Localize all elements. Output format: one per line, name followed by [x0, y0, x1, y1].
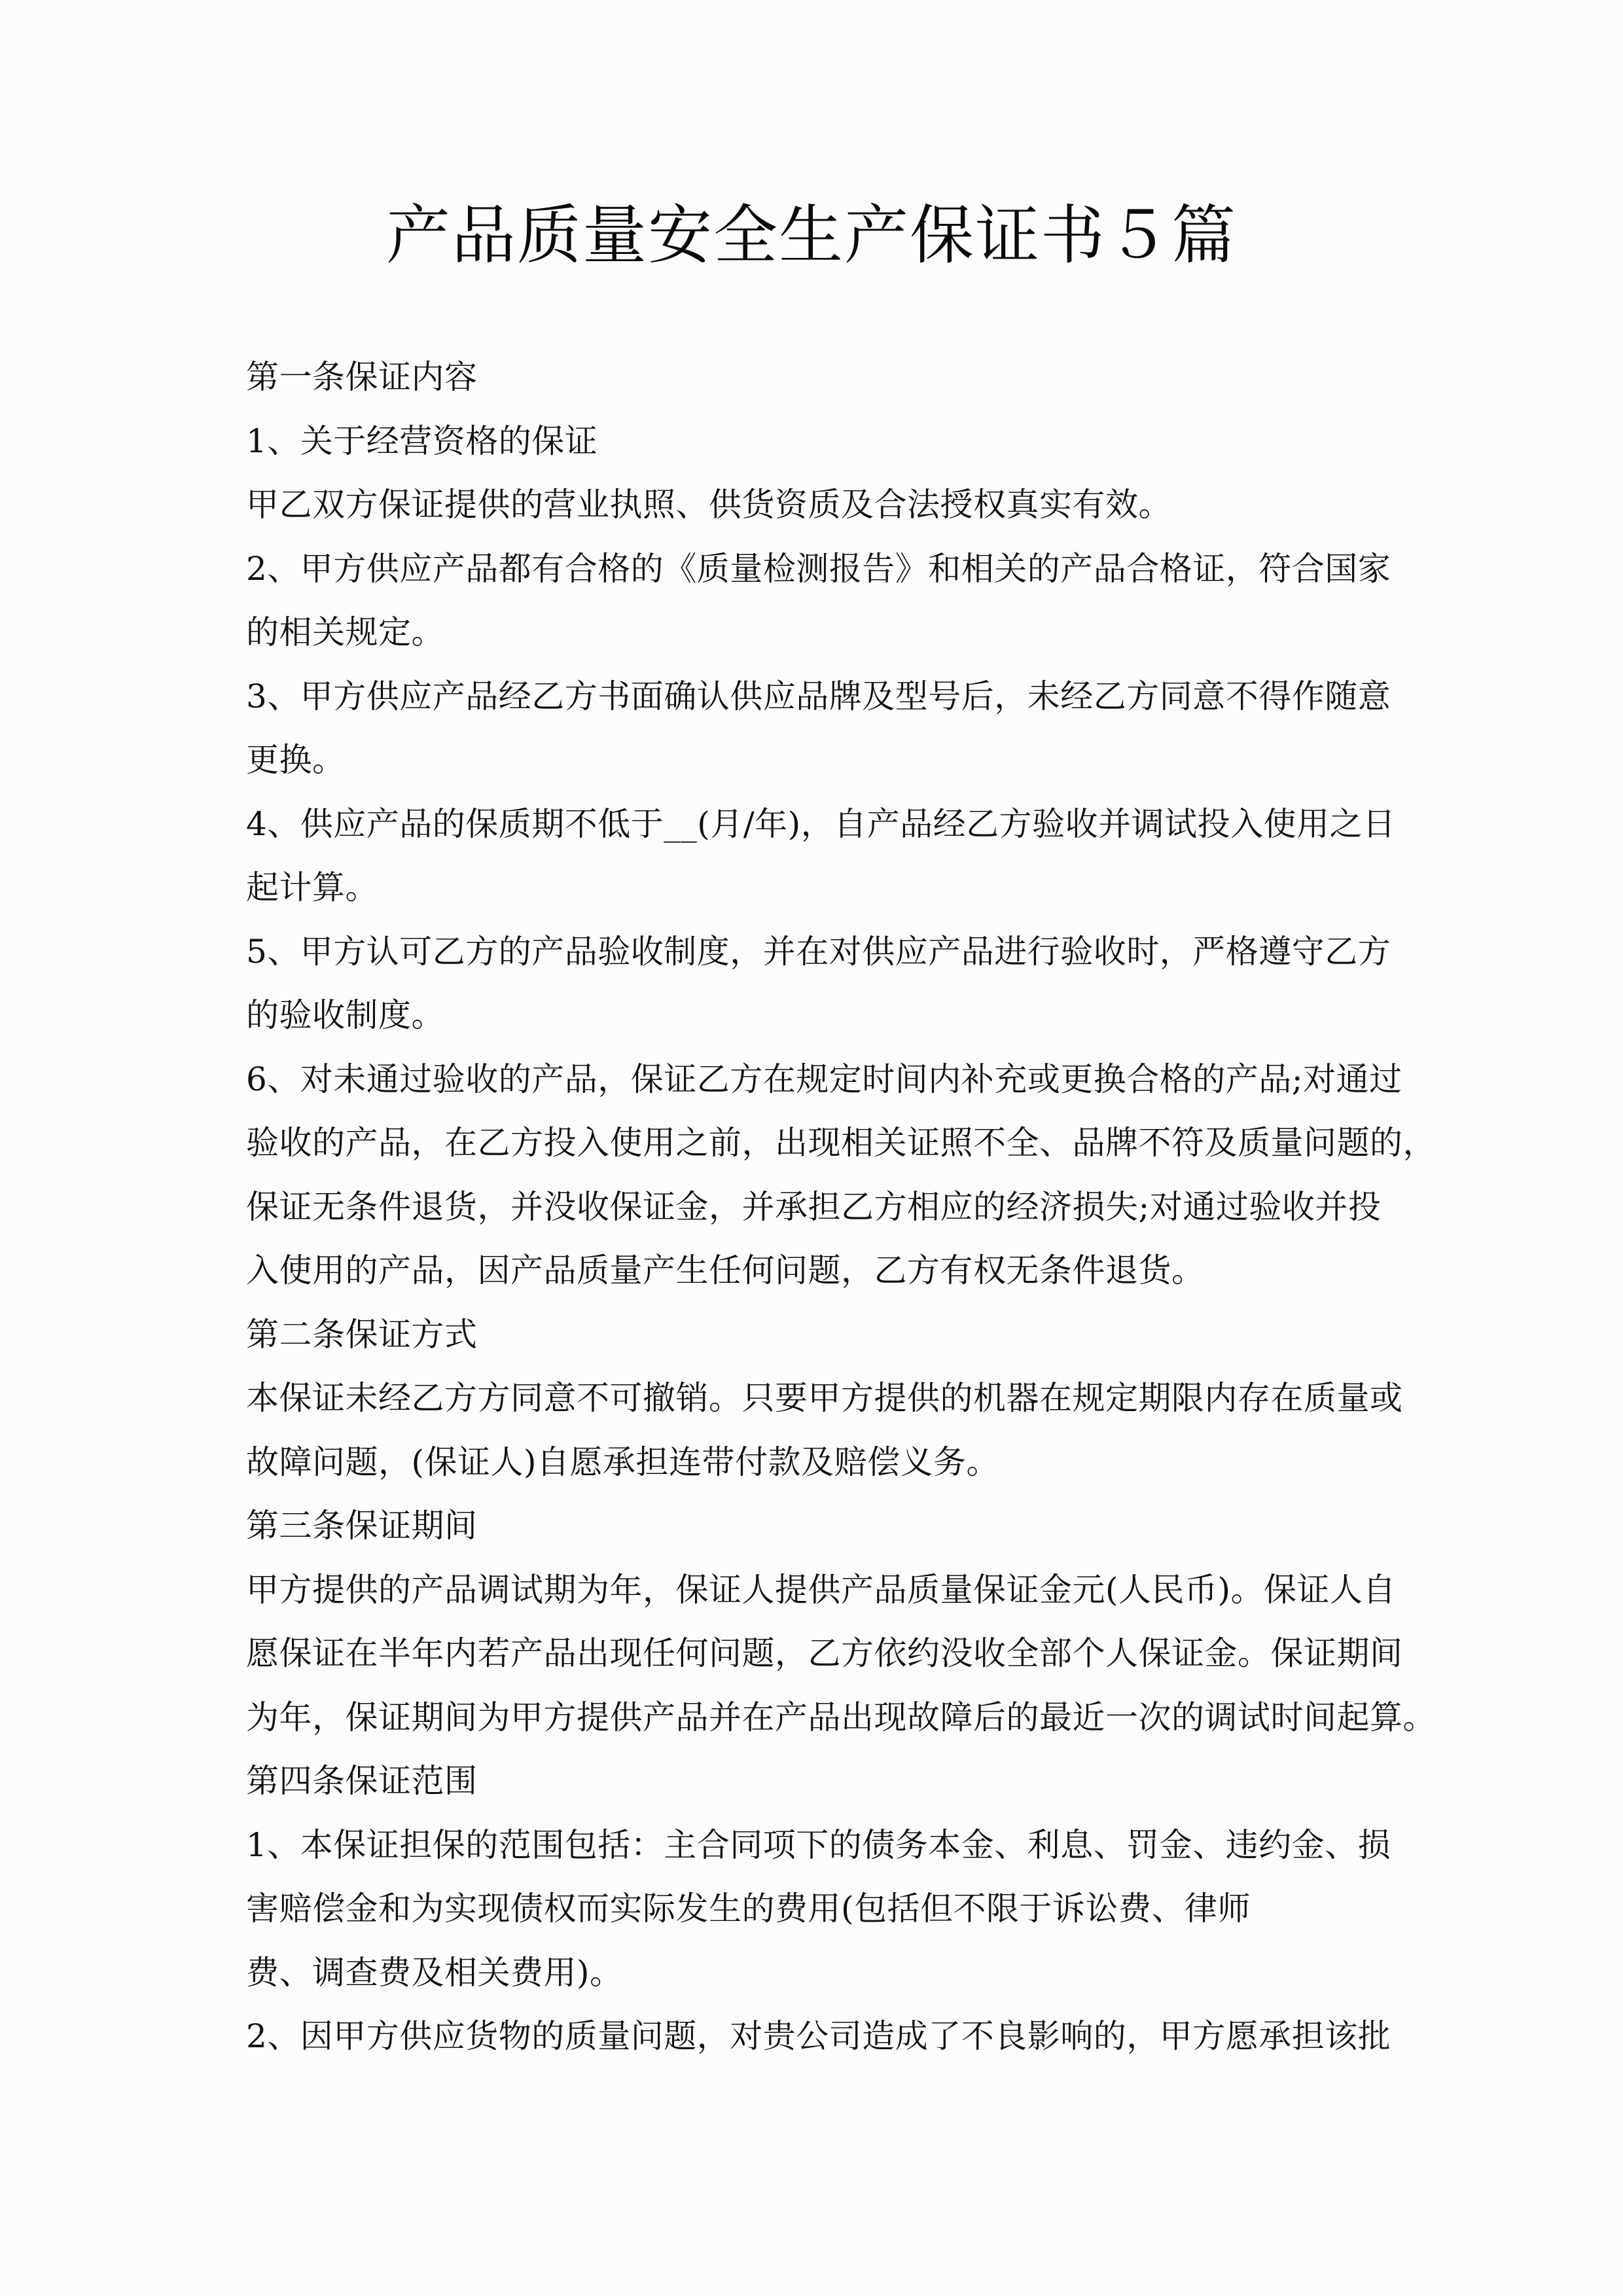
document-title: 产品质量安全生产保证书５篇 [385, 198, 1237, 273]
paragraph-line: 保证无条件退货，并没收保证金，并承担乙方相应的经济损失;对通过验收并投 [246, 1187, 1382, 1226]
paragraph-line: 甲乙双方保证提供的营业执照、供货资质及合法授权真实有效。 [246, 486, 1171, 524]
section-heading-3: 第三条保证期间 [246, 1507, 478, 1545]
paragraph-line: 的相关规定。 [246, 613, 444, 651]
clause-2-line: 2、因甲方供应货物的质量问题，对贵公司造成了不良影响的，甲方愿承担该批 [246, 2017, 1391, 2055]
section-heading-2: 第二条保证方式 [246, 1315, 478, 1354]
paragraph-line: 本保证未经乙方方同意不可撤销。只要甲方提供的机器在规定期限内存在质量或 [246, 1379, 1403, 1417]
clause-6-line: 6、对未通过验收的产品，保证乙方在规定时间内补充或更换合格的产品;对通过 [246, 1060, 1402, 1098]
document-body [246, 346, 1436, 2069]
paragraph-line: 为年，保证期间为甲方提供产品并在产品出现故障后的最近一次的调试时间起算。 [246, 1698, 1436, 1736]
paragraph-line: 更换。 [246, 741, 346, 779]
clause-3-line: 3、甲方供应产品经乙方书面确认供应品牌及型号后，未经乙方同意不得作随意 [246, 677, 1391, 715]
paragraph-line: 甲方提供的产品调试期为年，保证人提供产品质量保证金元(人民币)。保证人自 [246, 1570, 1397, 1609]
paragraph-line: 故障问题，(保证人)自愿承担连带付款及赔偿义务。 [246, 1443, 1000, 1481]
clause-2-line: 2、甲方供应产品都有合格的《质量检测报告》和相关的产品合格证，符合国家 [246, 549, 1391, 588]
paragraph-line: 的验收制度。 [246, 996, 444, 1034]
paragraph-line: 害赔偿金和为实现债权而实际发生的费用(包括但不限于诉讼费、律师 [246, 1890, 1251, 1928]
paragraph-line: 入使用的产品，因产品质量产生任何问题，乙方有权无条件退货。 [246, 1251, 1205, 1289]
clause-5-line: 5、甲方认可乙方的产品验收制度，并在对供应产品进行验收时，严格遵守乙方 [246, 932, 1391, 971]
paragraph-line: 费、调查费及相关费用)。 [246, 1953, 623, 1992]
paragraph-line: 愿保证在半年内若产品出现任何问题，乙方依约没收全部个人保证金。保证期间 [246, 1634, 1403, 1672]
clause-1-heading: 1、关于经营资格的保证 [246, 422, 598, 460]
section-heading-4: 第四条保证范围 [246, 1762, 478, 1800]
paragraph-line: 起计算。 [246, 869, 378, 906]
clause-1-line: 1、本保证担保的范围包括：主合同项下的债务本金、利息、罚金、违约金、损 [246, 1825, 1391, 1864]
clause-4-line: 4、供应产品的保质期不低于__(月/年)，自产品经乙方验收并调试投入使用之日 [246, 804, 1396, 843]
paragraph-line: 验收的产品，在乙方投入使用之前，出现相关证照不全、品牌不符及质量问题的， [246, 1124, 1436, 1162]
section-heading-1: 第一条保证内容 [246, 358, 478, 396]
